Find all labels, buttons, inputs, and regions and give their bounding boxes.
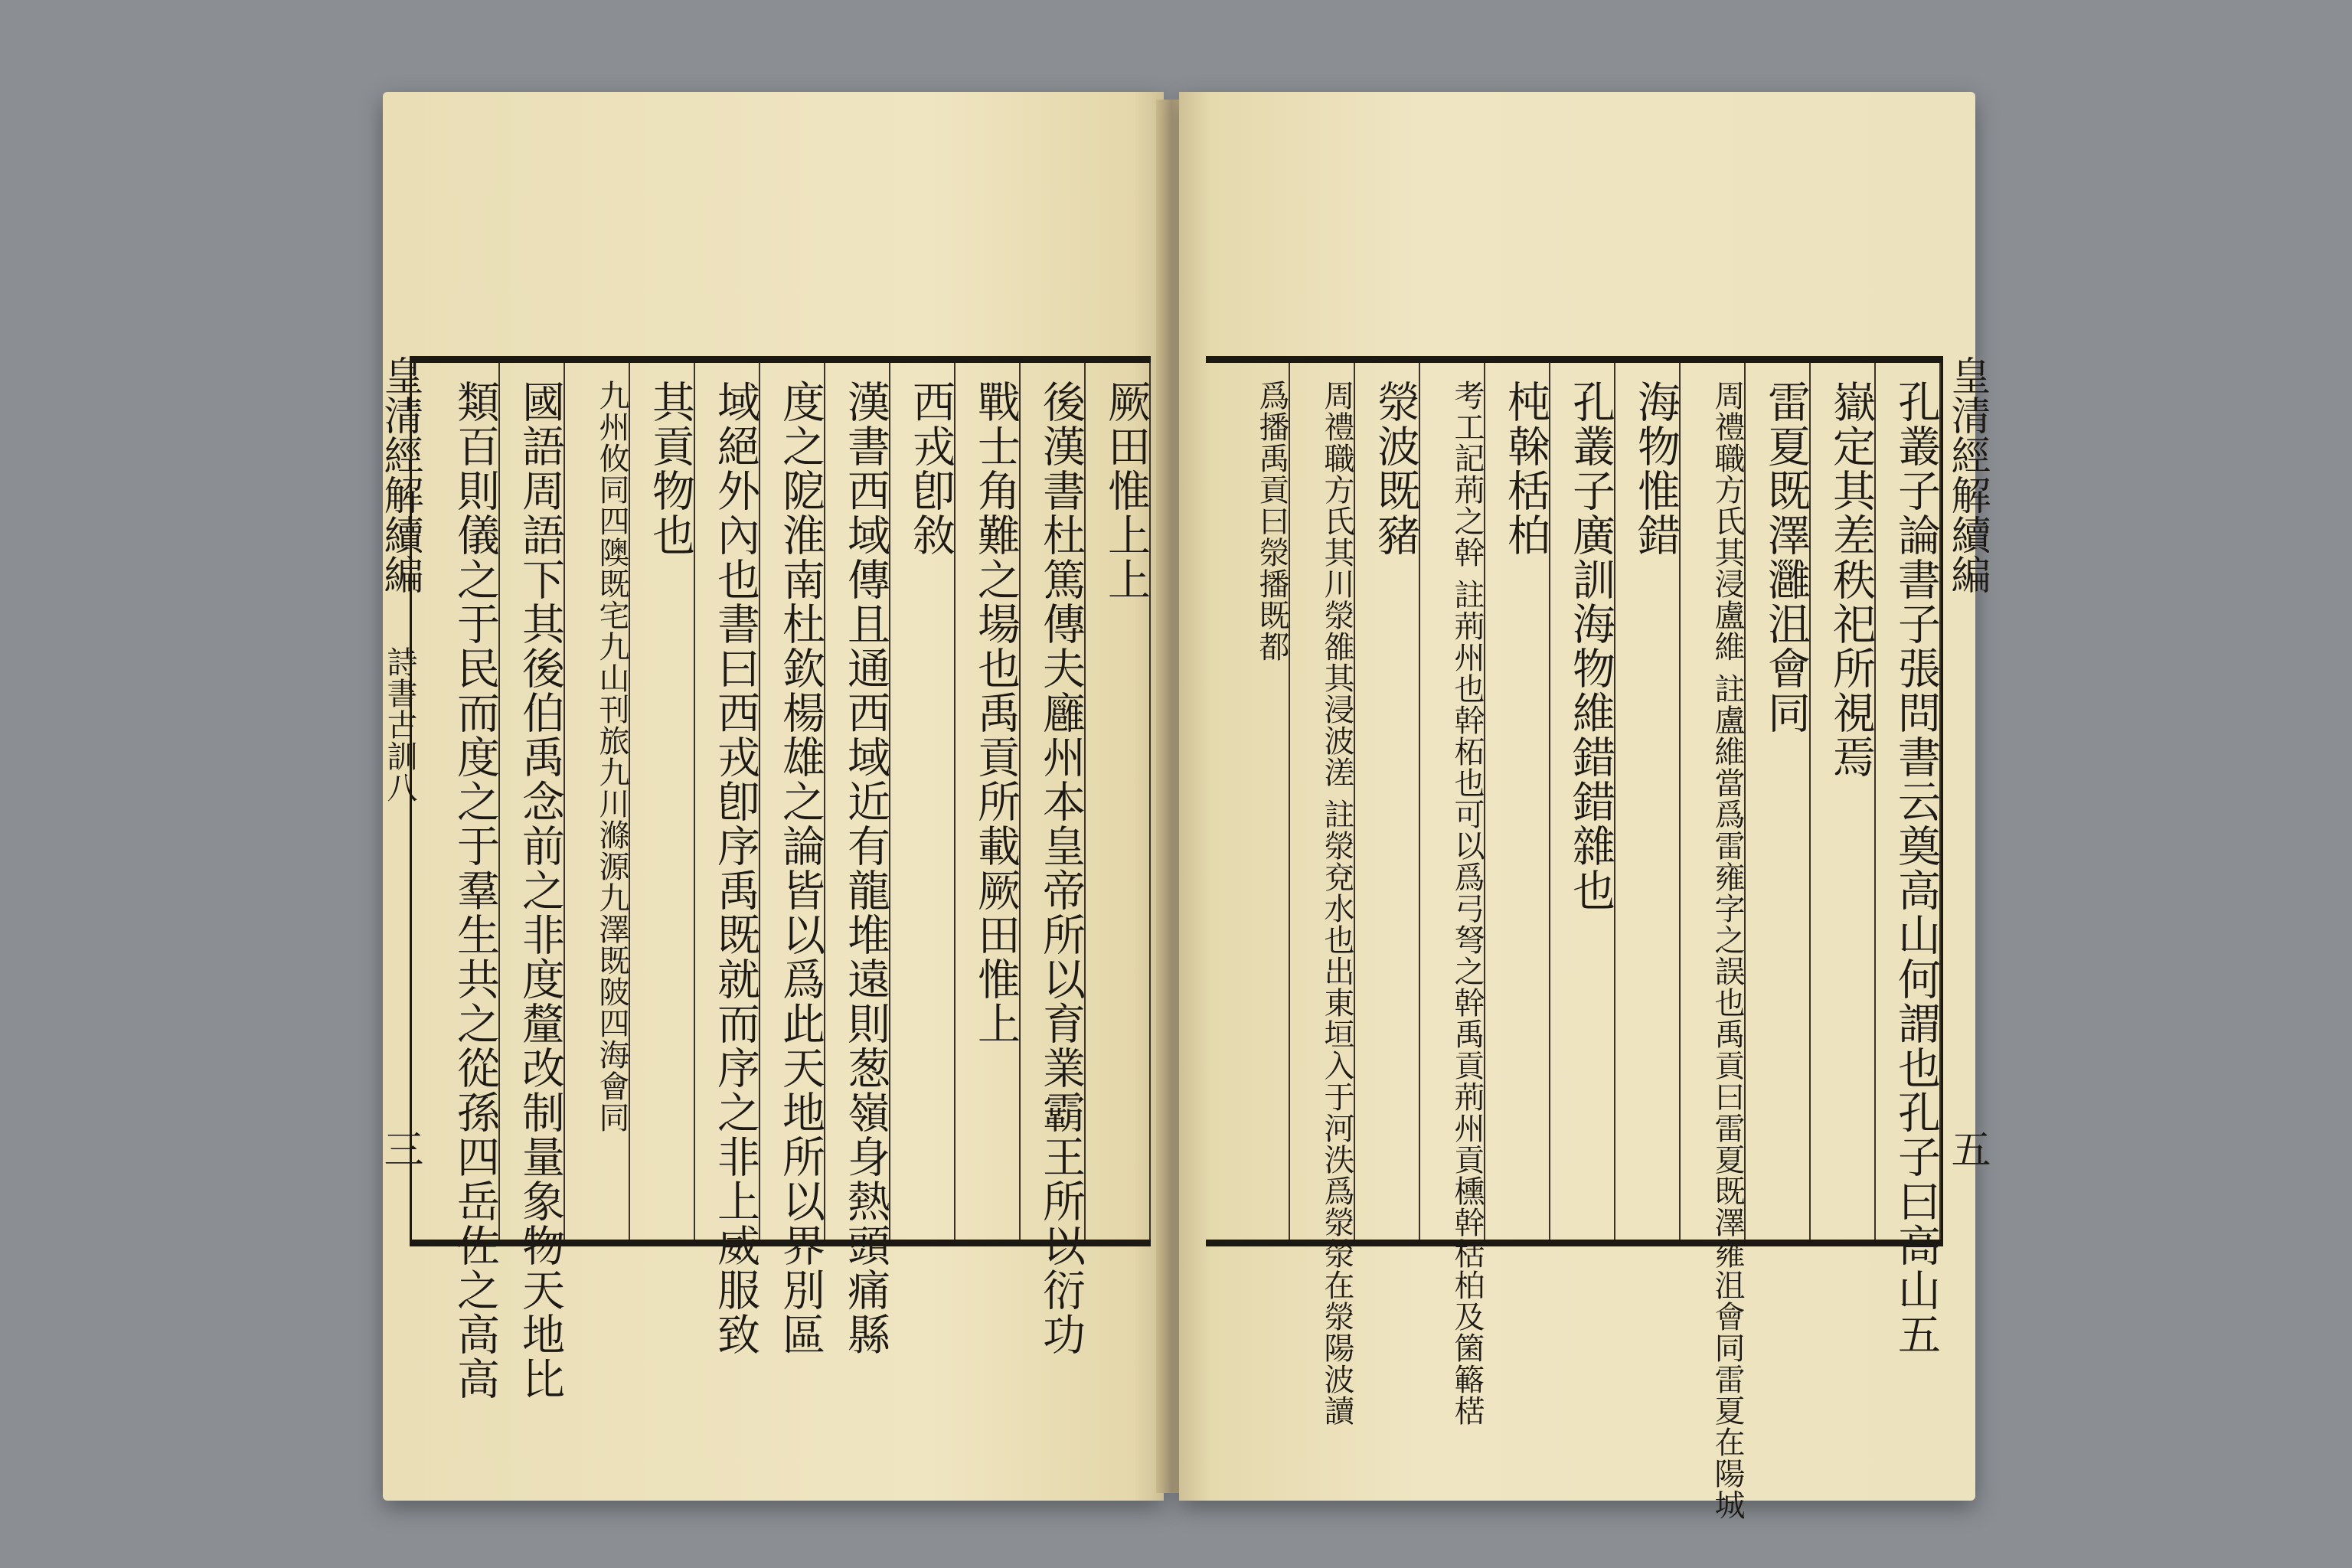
right-column-8: 考工記荊之幹 註荊州也幹柘也可以爲弓弩之幹禹貢荊州貢櫄幹栝柏及箘簵楛	[1420, 363, 1485, 1240]
left-margin-section: 詩書古訓八	[382, 646, 417, 803]
right-column-9: 滎波既豬	[1355, 363, 1420, 1240]
right-margin-title: 皇清經解續編	[1944, 355, 1990, 594]
right-column-2: 嶽定其差秩祀所視焉	[1811, 363, 1876, 1240]
left-column-7: 域絕外內也書曰西戎卽序禹既就而序之非上威服致	[695, 363, 760, 1240]
right-column-3: 雷夏既澤灉沮會同	[1746, 363, 1811, 1240]
right-column-6: 孔叢子廣訓海物維錯錯雜也	[1550, 363, 1615, 1240]
right-column-5: 海物惟錯	[1615, 363, 1681, 1240]
right-column-11: 爲播禹貢曰滎播既都	[1225, 363, 1290, 1240]
left-text-frame	[377, 355, 1151, 1401]
left-margin-title: 皇清經解續編	[377, 355, 423, 594]
left-column-10: 國語周語下其後伯禹念前之非度釐改制量象物天地比	[500, 363, 565, 1240]
right-page	[1179, 92, 1990, 1521]
left-page	[377, 92, 1164, 1501]
left-column-9: 九州攸同四隩既宅九山刊旅九川滌源九澤既陂四海會同	[565, 363, 630, 1240]
left-margin-folio: 三	[377, 1129, 423, 1168]
left-column-8: 其貢物也	[630, 363, 695, 1240]
right-margin-folio: 五	[1944, 1129, 1990, 1168]
right-text-frame	[1206, 355, 1990, 1521]
left-column-1: 厥田惟上上	[1086, 363, 1151, 1240]
left-column-11: 類百則儀之于民而度之于羣生共之從孫四岳佐之高高	[435, 363, 500, 1240]
left-column-3: 戰士角難之場也禹貢所載厥田惟上	[956, 363, 1021, 1240]
open-book	[375, 92, 1990, 1521]
left-column-4: 西戎卽敘	[890, 363, 956, 1240]
right-column-10: 周禮職方氏其川滎雒其浸波溠 註滎兗水也出東垣入于河泆爲滎滎在滎陽波讀	[1290, 363, 1355, 1240]
left-column-6: 度之阸淮南杜欽楊雄之論皆以爲此天地所以界別區	[760, 363, 825, 1240]
left-column-5: 漢書西域傳且通西域近有龍堆遠則葱嶺身熱頭痛縣	[825, 363, 890, 1240]
right-column-7: 杶榦栝柏	[1485, 363, 1550, 1240]
left-column-2: 後漢書杜篤傳夫廱州本皇帝所以育業霸王所以衍功	[1021, 363, 1086, 1240]
right-column-4: 周禮職方氏其浸盧維 註盧維當爲雷雍字之誤也禹貢曰雷夏既澤雍沮會同雷夏在陽城	[1681, 363, 1746, 1240]
right-column-1: 孔叢子論書子張問書云奠高山何謂也孔子曰高山五	[1876, 363, 1941, 1240]
